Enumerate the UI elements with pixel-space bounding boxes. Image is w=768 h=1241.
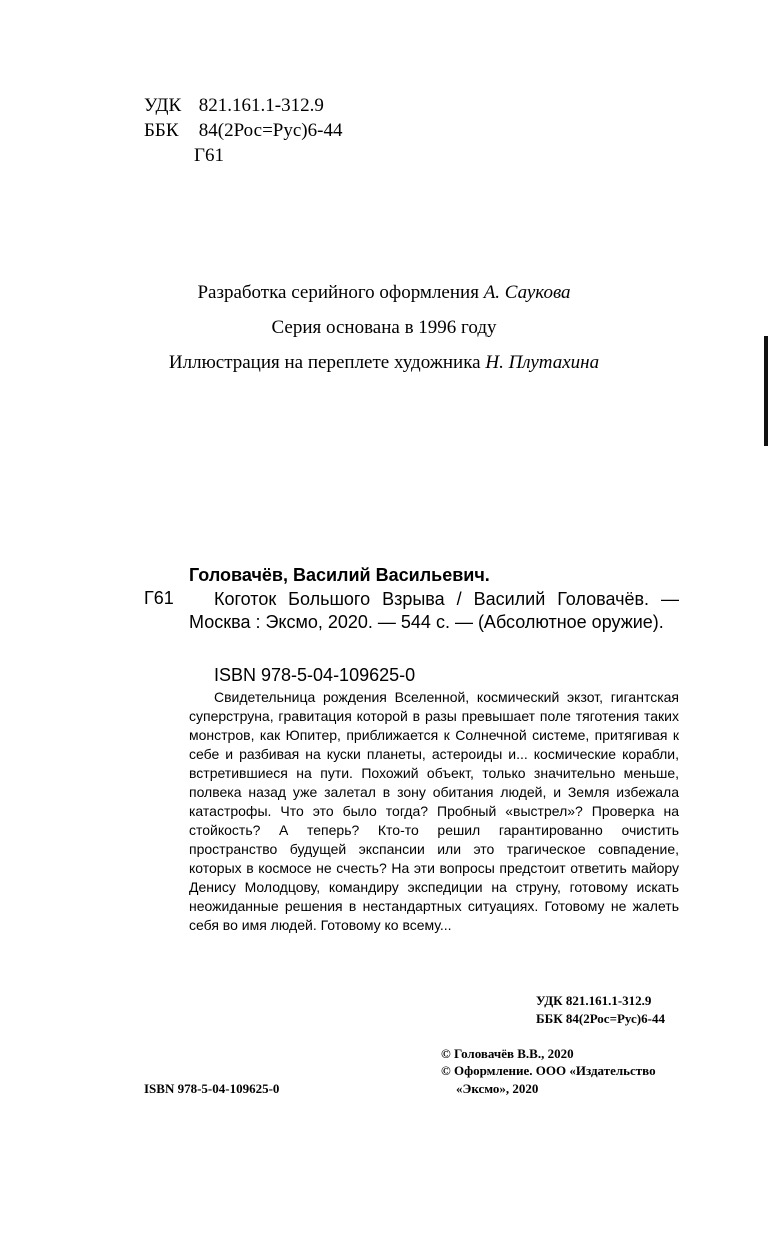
series-credit: Серия основана в 1996 году — [271, 317, 497, 338]
udk-line — [144, 93, 324, 118]
design-credit-text: Разработка серийного оформления — [197, 282, 479, 303]
footer-bbk: ББК 84(2Рос=Рус)6-44 — [536, 1011, 665, 1026]
author-sign: Г61 — [194, 145, 224, 166]
catalog-code: Г61 — [144, 588, 174, 608]
illustration-credit-name: Н. Плутахина — [485, 352, 600, 373]
illustration-credit-text: Иллюстрация на переплете художника — [168, 352, 481, 373]
footer-copyright-author: © Головачёв В.В., 2020 — [441, 1046, 574, 1061]
footer-copyright-design-2: «Эксмо», 2020 — [456, 1081, 539, 1096]
footer-isbn: ISBN 978-5-04-109625-0 — [144, 1081, 280, 1096]
bbk-label: ББК — [144, 120, 179, 141]
udk-value: 821.161.1-312.9 — [198, 95, 324, 116]
illustration-credit — [0, 352, 768, 374]
design-credit-name: А. Саукова — [483, 282, 571, 303]
udk-label: УДК — [144, 95, 182, 116]
footer-copyright-design-1: © Оформление. ООО «Издательство — [441, 1063, 656, 1078]
bbk-value: 84(2Рос=Рус)6-44 — [198, 120, 343, 141]
catalog-description: Коготок Большого Взрыва / Василий Головачёв. — Москва : Эксмо, 2020. — 544 с. — (Абсолютное оружие). — [189, 589, 679, 632]
catalog-author: Головачёв, Василий Васильевич. — [189, 565, 490, 585]
annotation: Свидетельница рождения Вселенной, космический экзот, гигантская суперструна, гравитация которой в разы превышает поле тяготения таких монстров, как Юпитер, приближается к Солнечной системе, притягивая к себе и разбивая на куски планеты, астероиды и... космические корабли, встретившиеся на пути. Похожий объект, только значительно меньше, полвека назад уже залетал в зону обитания людей, и Земля избежала катастрофы. Что это было тогда? Пробный «выстрел»? Проверка на стойкость? А теперь? Кто-то решил гарантированно очистить пространство будущей экспансии или это трагическое совпадение, которых в космосе не счесть? На эти вопросы предстоит ответить майору Денису Молодцову, командиру экспедиции на струну, готовому искать неожиданные решения в нестандартных ситуациях. Готовому не жалеть себя во имя людей. Готовому ко всему... — [189, 689, 679, 933]
catalog-isbn: ISBN 978-5-04-109625-0 — [214, 665, 416, 685]
page-edge-mark — [764, 336, 768, 446]
design-credit — [0, 282, 768, 304]
footer-udk: УДК 821.161.1-312.9 — [536, 993, 652, 1008]
bbk-line — [144, 118, 342, 143]
